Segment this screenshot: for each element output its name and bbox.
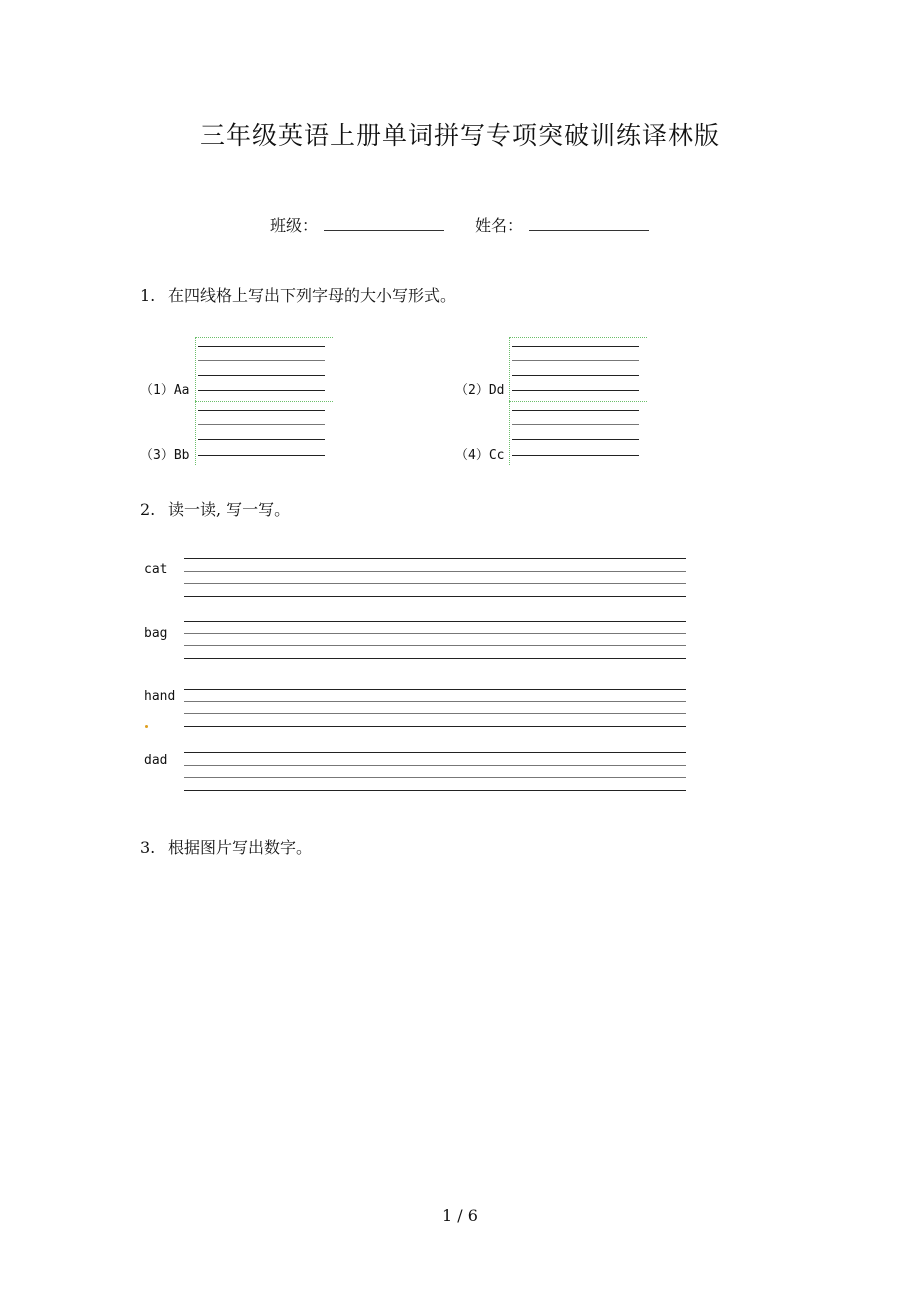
class-blank[interactable] <box>324 214 444 231</box>
question-text: 在四线格上写出下列字母的大小写形式。 <box>168 286 457 305</box>
writing-line[interactable] <box>184 571 686 572</box>
question-number: 3. <box>140 838 156 857</box>
word-hand: hand <box>144 689 176 704</box>
class-label: 班级： <box>270 216 319 235</box>
writing-line[interactable] <box>184 765 686 766</box>
question-text: 根据图片写出数字。 <box>168 838 313 857</box>
writing-line[interactable] <box>184 713 686 714</box>
question-number: 1. <box>140 286 156 305</box>
grid-dotted-top <box>195 337 333 338</box>
writing-line[interactable] <box>184 621 686 622</box>
writing-line[interactable] <box>184 558 686 559</box>
grid-line[interactable] <box>198 346 325 347</box>
writing-line[interactable] <box>184 701 686 702</box>
grid-line[interactable] <box>198 410 325 411</box>
question-3 <box>140 836 312 860</box>
writing-line[interactable] <box>184 583 686 584</box>
grid-line[interactable] <box>198 360 325 361</box>
grid-line[interactable] <box>512 455 639 456</box>
stray-mark <box>145 725 148 728</box>
name-blank[interactable] <box>529 214 649 231</box>
letter-item-label: （2）Dd <box>455 383 505 398</box>
question-2 <box>140 498 290 522</box>
page-number: 1 / 6 <box>442 1206 478 1225</box>
writing-line[interactable] <box>184 689 686 690</box>
grid-line[interactable] <box>198 455 325 456</box>
letter-item-label: （1）Aa <box>140 383 190 398</box>
word-bag: bag <box>144 626 168 641</box>
grid-dotted-top <box>509 337 647 338</box>
grid-line[interactable] <box>512 439 639 440</box>
grid-line[interactable] <box>198 390 325 391</box>
page-title: 三年级英语上册单词拼写专项突破训练译林版 <box>199 121 720 150</box>
class-field <box>270 214 444 238</box>
grid-dotted-mid <box>509 401 647 402</box>
writing-line[interactable] <box>184 777 686 778</box>
writing-line[interactable] <box>184 790 686 791</box>
grid-line[interactable] <box>512 390 639 391</box>
grid-line[interactable] <box>198 375 325 376</box>
grid-dotted-mid <box>195 401 333 402</box>
word-cat: cat <box>144 562 168 577</box>
name-field <box>475 214 649 238</box>
letter-item-label: （4）Cc <box>455 448 505 463</box>
name-label: 姓名： <box>475 216 524 235</box>
question-text: 读一读, 写一写。 <box>168 500 291 519</box>
letter-item-label: （3）Bb <box>140 448 190 463</box>
grid-line[interactable] <box>512 360 639 361</box>
grid-line[interactable] <box>512 410 639 411</box>
grid-line[interactable] <box>198 424 325 425</box>
writing-line[interactable] <box>184 596 686 597</box>
writing-line[interactable] <box>184 645 686 646</box>
question-1 <box>140 284 456 308</box>
grid-line[interactable] <box>198 439 325 440</box>
writing-line[interactable] <box>184 752 686 753</box>
writing-line[interactable] <box>184 726 686 727</box>
writing-line[interactable] <box>184 633 686 634</box>
word-dad: dad <box>144 753 168 768</box>
grid-line[interactable] <box>512 346 639 347</box>
question-number: 2. <box>140 500 156 519</box>
grid-line[interactable] <box>512 424 639 425</box>
writing-line[interactable] <box>184 658 686 659</box>
grid-line[interactable] <box>512 375 639 376</box>
